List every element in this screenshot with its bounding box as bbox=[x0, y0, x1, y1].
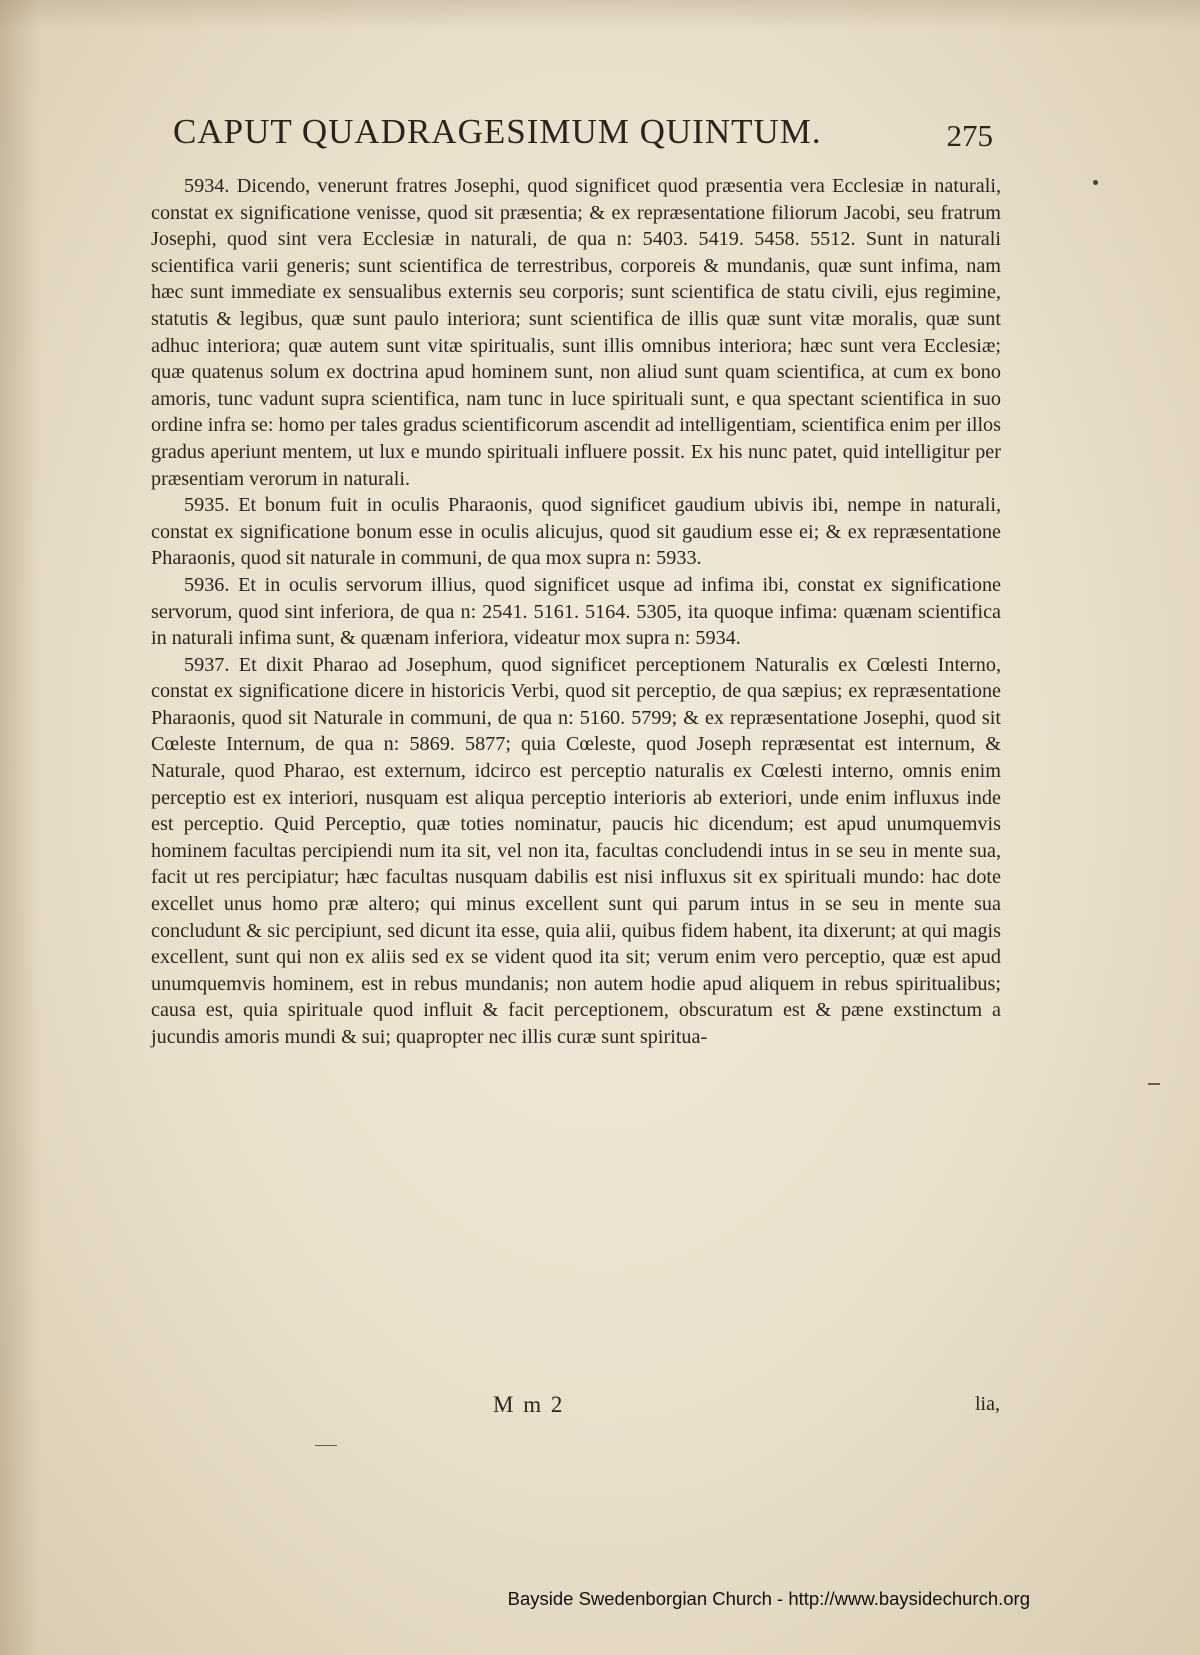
page-number: 275 bbox=[946, 118, 993, 153]
paragraph-5937: 5937. Et dixit Pharao ad Josephum, quod significet perceptionem Naturalis ex Cœlesti Interno, constat ex significatione dicere in historicis Verbi, quod sit perceptio, de qua sæpius; ex repræsentatione Pharaonis, quod sit Naturale in communi, de qua n: 5160. 5799; & ex repræsentatione Josephi, quod sit Cœleste Internum, de qua n: 5869. 5877; quia Cœleste, quod Joseph repræsentat est internum, & Naturale, quod Pharao, est externum, idcirco est perceptio naturalis ex Cœlesti interno, omnis enim perceptio est ex interiori, nusquam est aliqua perceptio interioris ab exteriori, unde enim influxus inde est perceptio. Quid Perceptio, quæ toties nominatur, paucis hic dicendum; est apud unumquemvis hominem facultas percipiendi num ita sit, vel non ita, facultas concludendi intus in se seu in mente sua, facit ut res percipiatur; hæc facultas nusquam dabilis est nisi influxus sit ex spirituali mundo: hac dote excellet unus homo præ altero; qui minus excellent sunt qui parum intus in se seu in mente sua concludunt & sic percipiunt, sed dicunt ita esse, quia alii, quibus fidem habent, ita dixerunt; at qui magis excellent, sunt qui non ex aliis sed ex se vident quod ita sit; verum enim vero perceptio, quæ est apud unumquemvis hominem, est in rebus mundanis; non autem hodie apud aliquem in rebus spiritualibus; causa est, quia spirituale quod influit & facit perceptionem, obscuratum est & pæne exstinctum a jucundis amoris mundi & sui; quapropter nec illis curæ sunt spiritua- bbox=[151, 653, 1001, 1048]
catchword: lia, bbox=[975, 1393, 1000, 1415]
body-text bbox=[151, 173, 1001, 1051]
watermark: Bayside Swedenborgian Church - http://www.baysidechurch.org bbox=[507, 1588, 1030, 1609]
stray-dash bbox=[315, 1445, 337, 1446]
page-top-shadow bbox=[0, 0, 1200, 30]
paragraph-5934: 5934. Dicendo, venerunt fratres Josephi, quod significet quod præsentia vera Ecclesiæ in naturali, constat ex significatione venisse, quod sit præsentia; & ex repræsentatione filiorum Jacobi, seu fratrum Josephi, quod sint vera Ecclesiæ in naturali, de qua n: 5403. 5419. 5458. 5512. Sunt in naturali scientifica varii generis; sunt scientifica de terrestribus, corporeis & mundanis, quæ sunt infima, nam hæc sunt immediate ex sensualibus externis seu corporis; sunt scientifica de statu civili, ejus regimine, statutis & legibus, quæ sunt paulo interiora; sunt scientifica de illis quæ sunt vitæ moralis, quæ sunt adhuc interiora; quæ autem sunt vitæ spiritualis, sunt illis omnibus interiora; hæc sunt vera Ecclesiæ; quæ quatenus solum ex doctrina apud hominem sunt, non aliud sunt quam scientifica, at cum ex bono amoris, tunc vadunt supra scientifica, nam tunc in luce spirituali sunt, e qua spectant scientifica in suo ordine infra se: homo per tales gradus scientificorum ascendit ad intelligentiam, scientifica enim per illos gradus aperiunt mentem, ut lux e mundo spirituali influere possit. Ex his nunc patet, quid intelligitur per præsentiam verorum in naturali. bbox=[151, 175, 1001, 490]
page-header bbox=[173, 112, 1013, 160]
chapter-title: CAPUT QUADRAGESIMUM QUINTUM. bbox=[173, 112, 822, 151]
paragraph-5936: 5936. Et in oculis servorum illius, quod significet usque ad infima ibi, constat ex significatione servorum, quod sint inferiora, de qua n: 2541. 5161. 5164. 5305, ita quoque infima: quænam scientifica in naturali infima sunt, & quænam inferiora, videatur mox supra n: 5934. bbox=[151, 573, 1001, 650]
page-edge-shadow bbox=[0, 0, 40, 1655]
stray-dot bbox=[1093, 180, 1098, 185]
stray-dash bbox=[1148, 1083, 1160, 1085]
signature-mark: M m 2 bbox=[493, 1392, 565, 1417]
paragraph-5935: 5935. Et bonum fuit in oculis Pharaonis, quod significet gaudium ubivis ibi, nempe in naturali, constat ex significatione bonum esse in oculis alicujus, quod sit gaudium esse ei; & ex repræsentatione Pharaonis, quod sit naturale in communi, de qua mox supra n: 5933. bbox=[151, 494, 1001, 570]
